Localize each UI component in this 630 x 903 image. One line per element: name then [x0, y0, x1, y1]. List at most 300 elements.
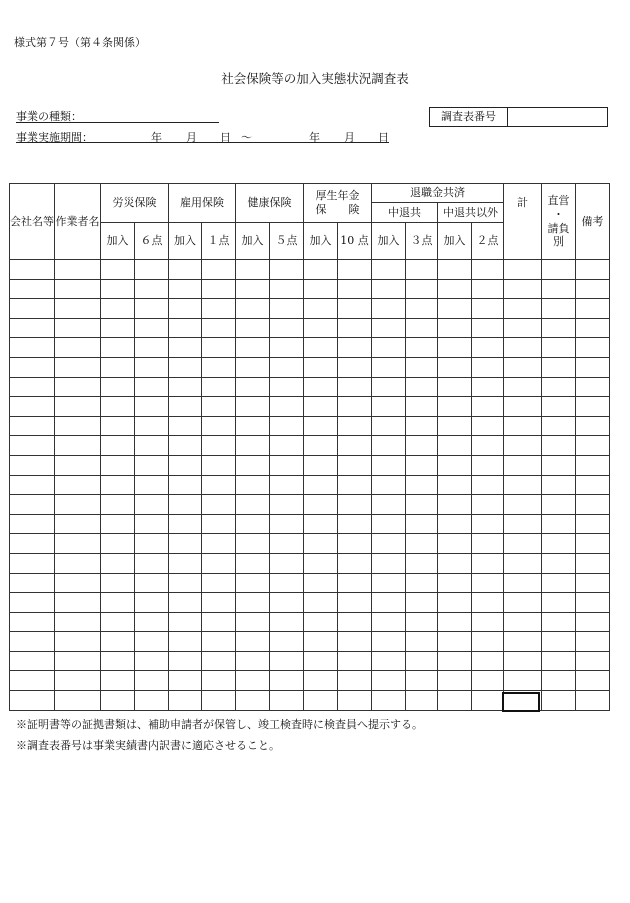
table-cell[interactable]: [372, 593, 406, 613]
table-cell[interactable]: [542, 475, 576, 495]
table-cell[interactable]: [101, 495, 135, 515]
table-cell[interactable]: [406, 299, 438, 319]
table-cell[interactable]: [169, 573, 202, 593]
table-cell[interactable]: [438, 357, 472, 377]
table-cell[interactable]: [338, 573, 372, 593]
table-cell[interactable]: [169, 671, 202, 691]
table-cell[interactable]: [55, 416, 101, 436]
table-cell[interactable]: [576, 534, 610, 554]
table-cell[interactable]: [101, 338, 135, 358]
table-cell[interactable]: [504, 397, 542, 417]
table-cell[interactable]: [236, 495, 270, 515]
table-cell[interactable]: [338, 593, 372, 613]
table-cell[interactable]: [304, 436, 338, 456]
table-cell[interactable]: [236, 357, 270, 377]
table-cell[interactable]: [338, 553, 372, 573]
table-cell[interactable]: [542, 495, 576, 515]
table-cell[interactable]: [202, 455, 236, 475]
table-cell[interactable]: [542, 357, 576, 377]
table-cell[interactable]: [202, 299, 236, 319]
table-cell[interactable]: [406, 377, 438, 397]
table-cell[interactable]: [135, 553, 169, 573]
table-cell[interactable]: [438, 279, 472, 299]
table-cell[interactable]: [576, 397, 610, 417]
table-cell[interactable]: [338, 318, 372, 338]
table-cell[interactable]: [504, 593, 542, 613]
table-cell[interactable]: [270, 495, 304, 515]
table-cell[interactable]: [55, 691, 101, 711]
table-cell[interactable]: [372, 318, 406, 338]
table-cell[interactable]: [270, 260, 304, 280]
table-cell[interactable]: [438, 377, 472, 397]
table-cell[interactable]: [472, 534, 504, 554]
table-cell[interactable]: [169, 534, 202, 554]
table-cell[interactable]: [270, 338, 304, 358]
table-cell[interactable]: [406, 318, 438, 338]
table-cell[interactable]: [504, 318, 542, 338]
table-cell[interactable]: [472, 671, 504, 691]
table-cell[interactable]: [55, 514, 101, 534]
table-cell[interactable]: [438, 514, 472, 534]
table-cell[interactable]: [542, 318, 576, 338]
table-cell[interactable]: [236, 377, 270, 397]
table-cell[interactable]: [304, 416, 338, 436]
table-cell[interactable]: [304, 455, 338, 475]
table-cell[interactable]: [338, 475, 372, 495]
table-cell[interactable]: [338, 397, 372, 417]
table-cell[interactable]: [270, 553, 304, 573]
table-cell[interactable]: [270, 651, 304, 671]
table-cell[interactable]: [135, 593, 169, 613]
table-cell[interactable]: [304, 632, 338, 652]
table-cell[interactable]: [304, 651, 338, 671]
table-cell[interactable]: [504, 377, 542, 397]
table-cell[interactable]: [236, 514, 270, 534]
table-cell[interactable]: [10, 691, 55, 711]
table-cell[interactable]: [101, 357, 135, 377]
table-cell[interactable]: [10, 318, 55, 338]
table-cell[interactable]: [372, 279, 406, 299]
table-cell[interactable]: [202, 357, 236, 377]
table-cell[interactable]: [304, 553, 338, 573]
table-cell[interactable]: [338, 436, 372, 456]
table-cell[interactable]: [236, 416, 270, 436]
table-cell[interactable]: [236, 671, 270, 691]
table-cell[interactable]: [135, 632, 169, 652]
table-cell[interactable]: [169, 612, 202, 632]
table-cell[interactable]: [504, 573, 542, 593]
table-cell[interactable]: [304, 495, 338, 515]
table-cell[interactable]: [304, 691, 338, 711]
table-cell[interactable]: [55, 299, 101, 319]
table-cell[interactable]: [438, 416, 472, 436]
table-cell[interactable]: [576, 279, 610, 299]
table-cell[interactable]: [406, 397, 438, 417]
table-cell[interactable]: [542, 377, 576, 397]
table-cell[interactable]: [304, 534, 338, 554]
table-cell[interactable]: [542, 671, 576, 691]
table-cell[interactable]: [55, 612, 101, 632]
table-cell[interactable]: [338, 495, 372, 515]
table-cell[interactable]: [101, 455, 135, 475]
table-cell[interactable]: [202, 260, 236, 280]
table-cell[interactable]: [372, 495, 406, 515]
table-cell[interactable]: [10, 632, 55, 652]
table-cell[interactable]: [101, 279, 135, 299]
table-cell[interactable]: [304, 593, 338, 613]
table-cell[interactable]: [270, 455, 304, 475]
table-cell[interactable]: [236, 553, 270, 573]
table-cell[interactable]: [438, 573, 472, 593]
table-cell[interactable]: [576, 651, 610, 671]
table-cell[interactable]: [101, 553, 135, 573]
table-cell[interactable]: [169, 279, 202, 299]
table-cell[interactable]: [169, 553, 202, 573]
table-cell[interactable]: [55, 338, 101, 358]
table-cell[interactable]: [338, 455, 372, 475]
table-cell[interactable]: [10, 573, 55, 593]
table-cell[interactable]: [504, 475, 542, 495]
table-cell[interactable]: [438, 534, 472, 554]
table-cell[interactable]: [101, 260, 135, 280]
table-cell[interactable]: [338, 338, 372, 358]
table-cell[interactable]: [304, 260, 338, 280]
table-cell[interactable]: [504, 553, 542, 573]
table-cell[interactable]: [135, 260, 169, 280]
table-cell[interactable]: [270, 377, 304, 397]
table-cell[interactable]: [10, 436, 55, 456]
table-cell[interactable]: [135, 318, 169, 338]
table-cell[interactable]: [236, 279, 270, 299]
table-cell[interactable]: [406, 455, 438, 475]
table-cell[interactable]: [438, 553, 472, 573]
table-cell[interactable]: [304, 475, 338, 495]
table-cell[interactable]: [270, 573, 304, 593]
table-cell[interactable]: [438, 691, 472, 711]
table-cell[interactable]: [542, 534, 576, 554]
table-cell[interactable]: [55, 671, 101, 691]
table-cell[interactable]: [270, 534, 304, 554]
table-cell[interactable]: [472, 651, 504, 671]
table-cell[interactable]: [542, 397, 576, 417]
table-cell[interactable]: [270, 357, 304, 377]
table-cell[interactable]: [372, 534, 406, 554]
table-cell[interactable]: [202, 691, 236, 711]
table-cell[interactable]: [135, 397, 169, 417]
table-cell[interactable]: [101, 651, 135, 671]
table-cell[interactable]: [202, 377, 236, 397]
table-cell[interactable]: [101, 632, 135, 652]
table-cell[interactable]: [202, 416, 236, 436]
table-cell[interactable]: [169, 436, 202, 456]
table-cell[interactable]: [438, 632, 472, 652]
table-cell[interactable]: [576, 691, 610, 711]
table-cell[interactable]: [338, 534, 372, 554]
table-cell[interactable]: [304, 299, 338, 319]
table-cell[interactable]: [504, 455, 542, 475]
table-cell[interactable]: [576, 495, 610, 515]
table-cell[interactable]: [169, 260, 202, 280]
table-cell[interactable]: [304, 279, 338, 299]
table-cell[interactable]: [169, 377, 202, 397]
table-cell[interactable]: [135, 279, 169, 299]
table-cell[interactable]: [472, 553, 504, 573]
table-cell[interactable]: [135, 455, 169, 475]
table-cell[interactable]: [10, 514, 55, 534]
table-cell[interactable]: [135, 573, 169, 593]
table-cell[interactable]: [135, 436, 169, 456]
table-cell[interactable]: [504, 495, 542, 515]
table-cell[interactable]: [135, 416, 169, 436]
table-cell[interactable]: [504, 416, 542, 436]
table-cell[interactable]: [338, 632, 372, 652]
table-cell[interactable]: [10, 612, 55, 632]
table-cell[interactable]: [472, 514, 504, 534]
table-cell[interactable]: [304, 377, 338, 397]
table-cell[interactable]: [10, 397, 55, 417]
table-cell[interactable]: [504, 612, 542, 632]
table-cell[interactable]: [202, 495, 236, 515]
table-cell[interactable]: [135, 338, 169, 358]
table-cell[interactable]: [304, 671, 338, 691]
table-cell[interactable]: [504, 632, 542, 652]
table-cell[interactable]: [169, 416, 202, 436]
table-cell[interactable]: [576, 436, 610, 456]
table-cell[interactable]: [236, 318, 270, 338]
table-cell[interactable]: [472, 593, 504, 613]
table-cell[interactable]: [169, 475, 202, 495]
table-cell[interactable]: [304, 397, 338, 417]
table-cell[interactable]: [542, 514, 576, 534]
table-cell[interactable]: [304, 318, 338, 338]
table-cell[interactable]: [338, 416, 372, 436]
table-cell[interactable]: [504, 534, 542, 554]
table-cell[interactable]: [372, 514, 406, 534]
table-cell[interactable]: [372, 299, 406, 319]
table-cell[interactable]: [10, 299, 55, 319]
table-cell[interactable]: [236, 534, 270, 554]
table-cell[interactable]: [55, 495, 101, 515]
table-cell[interactable]: [338, 514, 372, 534]
table-cell[interactable]: [372, 416, 406, 436]
table-cell[interactable]: [472, 691, 504, 711]
table-cell[interactable]: [472, 260, 504, 280]
table-cell[interactable]: [270, 299, 304, 319]
table-cell[interactable]: [338, 671, 372, 691]
table-cell[interactable]: [406, 338, 438, 358]
table-cell[interactable]: [438, 475, 472, 495]
table-cell[interactable]: [101, 534, 135, 554]
table-cell[interactable]: [101, 475, 135, 495]
table-cell[interactable]: [472, 318, 504, 338]
table-cell[interactable]: [406, 534, 438, 554]
table-cell[interactable]: [338, 651, 372, 671]
table-cell[interactable]: [504, 651, 542, 671]
table-cell[interactable]: [202, 651, 236, 671]
table-cell[interactable]: [10, 357, 55, 377]
table-cell[interactable]: [304, 357, 338, 377]
table-cell[interactable]: [270, 593, 304, 613]
table-cell[interactable]: [372, 612, 406, 632]
table-cell[interactable]: [10, 593, 55, 613]
table-cell[interactable]: [472, 455, 504, 475]
table-cell[interactable]: [472, 475, 504, 495]
table-cell[interactable]: [542, 632, 576, 652]
table-cell[interactable]: [304, 573, 338, 593]
table-cell[interactable]: [55, 593, 101, 613]
table-cell[interactable]: [135, 357, 169, 377]
table-cell[interactable]: [372, 553, 406, 573]
table-cell[interactable]: [304, 514, 338, 534]
table-cell[interactable]: [576, 553, 610, 573]
table-cell[interactable]: [576, 318, 610, 338]
table-cell[interactable]: [55, 651, 101, 671]
table-cell[interactable]: [236, 260, 270, 280]
table-cell[interactable]: [10, 651, 55, 671]
table-cell[interactable]: [576, 455, 610, 475]
table-cell[interactable]: [504, 514, 542, 534]
table-cell[interactable]: [504, 357, 542, 377]
table-cell[interactable]: [576, 573, 610, 593]
table-cell[interactable]: [472, 573, 504, 593]
table-cell[interactable]: [236, 651, 270, 671]
table-cell[interactable]: [542, 612, 576, 632]
table-cell[interactable]: [576, 377, 610, 397]
table-cell[interactable]: [202, 318, 236, 338]
table-cell[interactable]: [438, 651, 472, 671]
table-cell[interactable]: [372, 651, 406, 671]
table-cell[interactable]: [202, 573, 236, 593]
table-cell[interactable]: [472, 632, 504, 652]
table-cell[interactable]: [372, 671, 406, 691]
table-cell[interactable]: [406, 514, 438, 534]
table-cell[interactable]: [504, 299, 542, 319]
table-cell[interactable]: [472, 495, 504, 515]
table-cell[interactable]: [472, 612, 504, 632]
table-cell[interactable]: [270, 475, 304, 495]
table-cell[interactable]: [472, 299, 504, 319]
table-cell[interactable]: [10, 279, 55, 299]
table-cell[interactable]: [135, 495, 169, 515]
table-cell[interactable]: [406, 691, 438, 711]
table-cell[interactable]: [472, 397, 504, 417]
table-cell[interactable]: [372, 338, 406, 358]
table-cell[interactable]: [236, 475, 270, 495]
table-cell[interactable]: [169, 338, 202, 358]
table-cell[interactable]: [372, 377, 406, 397]
table-cell[interactable]: [10, 475, 55, 495]
table-cell[interactable]: [576, 612, 610, 632]
table-cell[interactable]: [135, 475, 169, 495]
table-cell[interactable]: [542, 573, 576, 593]
table-cell[interactable]: [542, 416, 576, 436]
table-cell[interactable]: [576, 632, 610, 652]
table-cell[interactable]: [576, 260, 610, 280]
table-cell[interactable]: [438, 495, 472, 515]
table-cell[interactable]: [135, 671, 169, 691]
table-cell[interactable]: [438, 318, 472, 338]
table-cell[interactable]: [169, 318, 202, 338]
table-cell[interactable]: [438, 671, 472, 691]
table-cell[interactable]: [169, 357, 202, 377]
table-cell[interactable]: [202, 397, 236, 417]
table-cell[interactable]: [55, 436, 101, 456]
table-cell[interactable]: [135, 691, 169, 711]
table-cell[interactable]: [542, 651, 576, 671]
table-cell[interactable]: [472, 357, 504, 377]
table-cell[interactable]: [542, 593, 576, 613]
table-cell[interactable]: [338, 299, 372, 319]
table-cell[interactable]: [406, 553, 438, 573]
table-cell[interactable]: [135, 534, 169, 554]
table-cell[interactable]: [576, 593, 610, 613]
table-cell[interactable]: [202, 475, 236, 495]
table-cell[interactable]: [576, 338, 610, 358]
table-cell[interactable]: [406, 495, 438, 515]
table-cell[interactable]: [135, 514, 169, 534]
table-cell[interactable]: [169, 299, 202, 319]
table-cell[interactable]: [10, 338, 55, 358]
table-cell[interactable]: [101, 593, 135, 613]
table-cell[interactable]: [236, 632, 270, 652]
table-cell[interactable]: [270, 416, 304, 436]
table-cell[interactable]: [542, 455, 576, 475]
table-cell[interactable]: [542, 691, 576, 711]
table-cell[interactable]: [169, 632, 202, 652]
table-cell[interactable]: [406, 573, 438, 593]
table-cell[interactable]: [576, 475, 610, 495]
grand-total-box[interactable]: [502, 692, 540, 712]
table-cell[interactable]: [338, 357, 372, 377]
table-cell[interactable]: [236, 455, 270, 475]
table-cell[interactable]: [236, 593, 270, 613]
table-cell[interactable]: [576, 357, 610, 377]
table-cell[interactable]: [202, 632, 236, 652]
table-cell[interactable]: [55, 260, 101, 280]
table-cell[interactable]: [202, 593, 236, 613]
table-cell[interactable]: [55, 377, 101, 397]
table-cell[interactable]: [10, 416, 55, 436]
table-cell[interactable]: [338, 260, 372, 280]
table-cell[interactable]: [236, 299, 270, 319]
table-cell[interactable]: [101, 612, 135, 632]
table-cell[interactable]: [169, 495, 202, 515]
table-cell[interactable]: [236, 573, 270, 593]
table-cell[interactable]: [10, 455, 55, 475]
table-cell[interactable]: [270, 612, 304, 632]
table-cell[interactable]: [372, 357, 406, 377]
table-cell[interactable]: [10, 534, 55, 554]
table-cell[interactable]: [101, 416, 135, 436]
table-cell[interactable]: [406, 279, 438, 299]
table-cell[interactable]: [169, 691, 202, 711]
table-cell[interactable]: [202, 436, 236, 456]
table-cell[interactable]: [270, 632, 304, 652]
table-cell[interactable]: [406, 436, 438, 456]
table-cell[interactable]: [472, 436, 504, 456]
table-cell[interactable]: [338, 377, 372, 397]
table-cell[interactable]: [504, 260, 542, 280]
table-cell[interactable]: [576, 514, 610, 534]
table-cell[interactable]: [55, 475, 101, 495]
table-cell[interactable]: [101, 691, 135, 711]
table-cell[interactable]: [270, 691, 304, 711]
table-cell[interactable]: [438, 260, 472, 280]
table-cell[interactable]: [372, 436, 406, 456]
table-cell[interactable]: [236, 338, 270, 358]
table-cell[interactable]: [504, 436, 542, 456]
table-cell[interactable]: [135, 612, 169, 632]
